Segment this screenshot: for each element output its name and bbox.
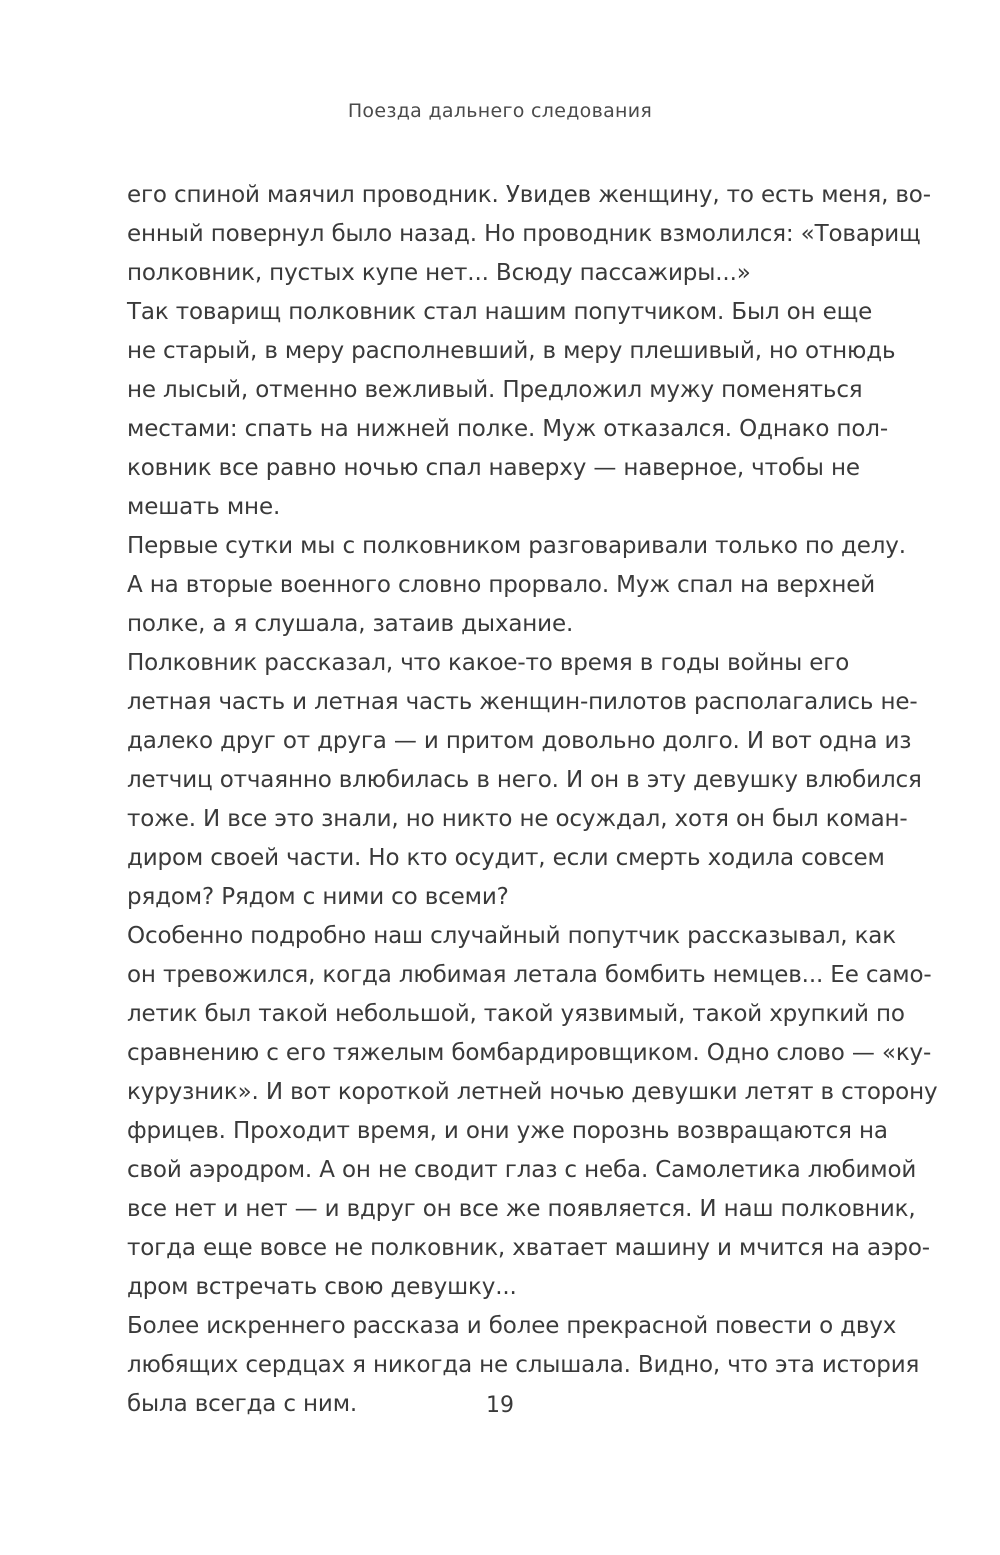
text-line: фрицев. Проходит время, и они уже порознь возвращаются на — [127, 1118, 888, 1144]
text-line: Так товарищ полковник стал нашим попутчиком. Был он еще — [127, 299, 873, 325]
body-text — [127, 176, 938, 1424]
text-line: енный повернул было назад. Но проводник взмолился: «Товарищ — [127, 221, 921, 247]
text-line: Первые сутки мы с полковником разговаривали только по делу. — [127, 533, 906, 559]
text-line: Полковник рассказал, что какое-то время в годы войны его — [127, 650, 850, 676]
text-line: Более искреннего рассказа и более прекрасной повести о двух — [127, 1313, 897, 1339]
text-line: не старый, в меру располневший, в меру плешивый, но отнюдь — [127, 338, 896, 364]
text-line: местами: спать на нижней полке. Муж отказался. Однако пол- — [127, 416, 889, 442]
text-line: мешать мне. — [127, 494, 281, 520]
text-line: тоже. И все это знали, но никто не осуждал, хотя он был коман- — [127, 806, 908, 832]
text-line: А на вторые военного словно прорвало. Муж спал на верхней — [127, 572, 876, 598]
running-header: Поезда дальнего следования — [347, 100, 653, 122]
paragraph — [127, 293, 896, 527]
text-line: не лысый, отменно вежливый. Предложил мужу поменяться — [127, 377, 863, 403]
text-line: ковник все равно ночью спал наверху — наверное, чтобы не — [127, 455, 860, 481]
text-line: далеко друг от друга — и притом довольно долго. И вот одна из — [127, 728, 912, 754]
text-line: его спиной маячил проводник. Увидев женщину, то есть меня, во- — [127, 182, 931, 208]
text-line: дром встречать свою девушку... — [127, 1274, 517, 1300]
text-line: тогда еще вовсе не полковник, хватает машину и мчится на аэро- — [127, 1235, 930, 1261]
text-line: была всегда с ним. — [127, 1391, 358, 1417]
paragraph — [127, 176, 931, 293]
text-line: летчиц отчаянно влюбилась в него. И он в эту девушку влюбился — [127, 767, 922, 793]
text-line: летная часть и летная часть женщин-пилотов располагались не- — [127, 689, 918, 715]
text-line: любящих сердцах я никогда не слышала. Видно, что эта история — [127, 1352, 920, 1378]
text-line: Особенно подробно наш случайный попутчик рассказывал, как — [127, 923, 896, 949]
paragraph — [127, 644, 922, 917]
text-line: свой аэродром. А он не сводит глаз с неба. Самолетика любимой — [127, 1157, 917, 1183]
text-line: все нет и нет — и вдруг он все же появляется. И наш полковник, — [127, 1196, 916, 1222]
text-line: рядом? Рядом с ними со всеми? — [127, 884, 509, 910]
paragraph — [127, 917, 938, 1307]
paragraph — [127, 527, 906, 644]
text-line: летик был такой небольшой, такой уязвимый, такой хрупкий по — [127, 1001, 905, 1027]
text-line: полковник, пустых купе нет... Всюду пассажиры...» — [127, 260, 751, 286]
text-line: курузник». И вот короткой летней ночью девушки летят в сторону — [127, 1079, 938, 1105]
page-number: 19 — [486, 1393, 514, 1418]
text-line: полке, а я слушала, затаив дыхание. — [127, 611, 574, 637]
text-line: сравнению с его тяжелым бомбардировщиком. Одно слово — «ку- — [127, 1040, 932, 1066]
text-line: диром своей части. Но кто осудит, если смерть ходила совсем — [127, 845, 885, 871]
text-line: он тревожился, когда любимая летала бомбить немцев... Ее само- — [127, 962, 932, 988]
